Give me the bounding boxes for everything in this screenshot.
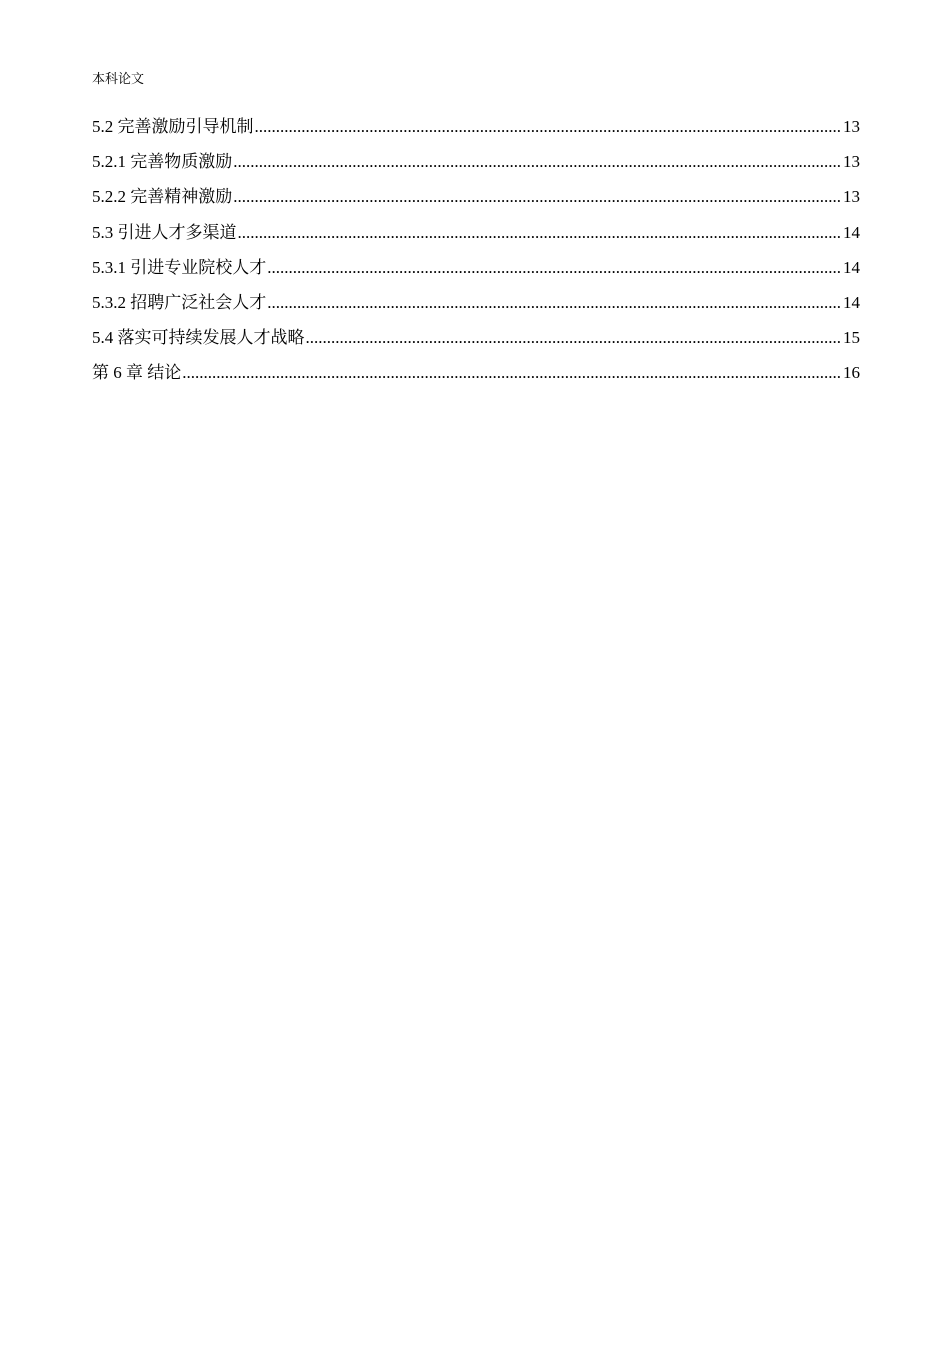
toc-entry-page: 14	[843, 257, 860, 277]
toc-dot-leader	[233, 187, 842, 207]
toc-entry[interactable]	[92, 323, 860, 358]
toc-dot-leader	[182, 363, 842, 383]
toc-entry-page: 14	[843, 222, 860, 242]
toc-entry-title: 5.3.1 引进专业院校人才	[92, 257, 267, 277]
toc-entry-page: 15	[843, 328, 860, 348]
toc-entry-title: 5.2.2 完善精神激励	[92, 187, 233, 207]
table-of-contents	[92, 112, 860, 394]
toc-entry-page: 13	[843, 152, 860, 172]
toc-dot-leader	[255, 117, 843, 137]
toc-entry[interactable]	[92, 147, 860, 182]
toc-entry-title: 第 6 章 结论	[92, 363, 182, 383]
toc-entry[interactable]	[92, 253, 860, 288]
toc-dot-leader	[267, 293, 842, 313]
toc-entry-title: 5.2.1 完善物质激励	[92, 152, 233, 172]
toc-entry-title: 5.4 落实可持续发展人才战略	[92, 328, 305, 348]
toc-entry[interactable]	[92, 182, 860, 217]
toc-entry-page: 16	[843, 363, 860, 383]
toc-dot-leader	[306, 328, 843, 348]
toc-entry[interactable]	[92, 288, 860, 323]
toc-dot-leader	[238, 223, 843, 243]
toc-entry[interactable]	[92, 358, 860, 393]
toc-entry-page: 14	[843, 292, 860, 312]
toc-entry-page: 13	[843, 117, 860, 136]
page-header: 本科论文	[92, 72, 145, 87]
toc-entry-title: 5.2 完善激励引导机制	[92, 117, 254, 136]
toc-entry[interactable]	[92, 112, 860, 147]
toc-entry-page: 13	[843, 187, 860, 207]
toc-entry[interactable]	[92, 218, 860, 253]
toc-dot-leader	[233, 152, 842, 172]
toc-entry-title: 5.3 引进人才多渠道	[92, 222, 237, 242]
toc-dot-leader	[267, 258, 842, 278]
toc-entry-title: 5.3.2 招聘广泛社会人才	[92, 292, 267, 312]
